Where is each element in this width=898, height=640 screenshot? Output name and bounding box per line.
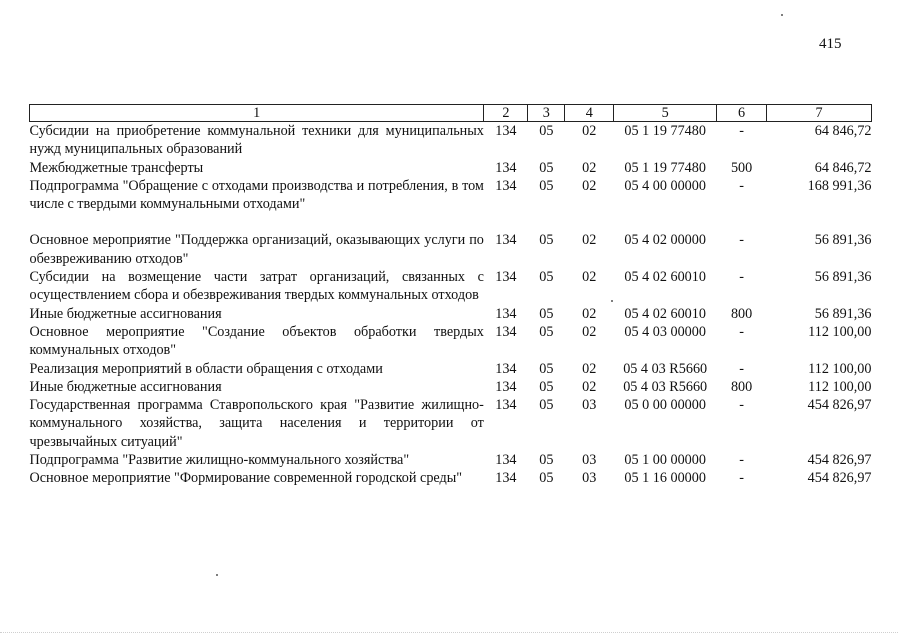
scan-speck [611,300,613,302]
row-name: Государственная программа Ставропольского края "Развитие жилищно-коммунального хозяйства, защита населения и территории от чрезвычайных ситуаций" [29,397,484,450]
row-expense-type: - [739,123,744,139]
header-col-5: 5 [614,105,717,122]
scan-speck [781,14,783,16]
row-amount: 64 846,72 [814,123,872,139]
row-amount: 56 891,36 [814,305,872,322]
row-ministry: 134 [495,323,517,340]
row-subsection: 02 [582,323,597,340]
table-row [30,378,872,396]
header-row [30,105,872,122]
row-section: 05 [539,159,554,176]
row-section: 05 [539,232,554,249]
row-name: Межбюджетные трансферты [29,159,204,176]
table-row [30,268,872,305]
scan-speck [216,574,218,576]
row-name: Субсидии на приобретение коммунальной техники для муниципальных нужд муниципальных образований [29,123,484,158]
row-ministry: 134 [495,269,517,286]
row-amount: 112 100,00 [808,378,872,395]
row-target-code: 05 4 02 00000 [624,232,706,249]
budget-table [29,104,872,488]
table-row [30,469,872,487]
row-section: 05 [539,360,554,377]
row-name: Основное мероприятие "Поддержка организаций, оказывающих услуги по обезвреживанию отходов" [29,232,484,267]
row-name: Иные бюджетные ассигнования [29,305,222,322]
row-amount: 56 891,36 [814,232,872,249]
row-subsection: 02 [582,269,597,286]
table-row [30,396,872,451]
row-target-code: 05 1 16 00000 [624,470,706,487]
row-ministry: 134 [495,360,517,377]
row-ministry: 134 [495,452,517,469]
row-expense-type: - [739,360,744,377]
row-section: 05 [539,470,554,487]
row-subsection: 02 [582,360,597,377]
table-row [30,360,872,378]
row-ministry: 134 [495,177,517,194]
row-expense-type: - [739,452,744,469]
row-name: Основное мероприятие "Создание объектов обработки твердых коммунальных отходов" [29,323,484,359]
row-ministry: 134 [495,470,517,487]
row-ministry: 134 [495,123,517,139]
scan-edge-line [0,632,898,633]
row-amount: 112 100,00 [808,323,872,340]
row-target-code: 05 4 02 60010 [624,269,706,286]
row-target-code: 05 4 02 60010 [624,305,706,322]
row-expense-type: - [739,177,744,194]
header-col-3: 3 [528,105,565,122]
header-col-2: 2 [484,105,528,122]
row-section: 05 [539,269,554,286]
table-row [30,159,872,177]
header-col-6: 6 [717,105,767,122]
row-name: Подпрограмма "Обращение с отходами производства и потребления, в том числе с твердыми коммунальными отходами" [29,177,484,213]
row-amount: 168 991,36 [807,177,872,194]
row-subsection: 02 [582,177,597,194]
row-target-code: 05 4 00 00000 [624,177,706,194]
row-expense-type: 800 [730,378,753,395]
row-subsection: 03 [582,470,597,487]
row-expense-type: - [739,470,744,487]
row-subsection: 02 [582,123,597,139]
page-number: 415 [819,36,842,52]
row-section: 05 [539,378,554,395]
row-target-code: 05 0 00 00000 [624,397,706,414]
header-col-7: 7 [767,105,872,122]
row-name: Субсидии на возмещение части затрат организаций, связанных с осуществлением сбора и обезвреживания твердых коммунальных отходов [29,269,484,304]
row-subsection: 03 [582,452,597,469]
row-amount: 454 826,97 [807,397,872,414]
row-section: 05 [539,323,554,340]
row-section: 05 [539,177,554,194]
row-subsection: 03 [582,397,597,414]
row-subsection: 02 [582,232,597,249]
table-row [30,122,872,159]
row-ministry: 134 [495,232,517,249]
row-amount: 64 846,72 [814,159,872,176]
row-amount: 112 100,00 [808,360,872,377]
header-col-1: 1 [30,105,484,122]
row-expense-type: 800 [730,305,753,322]
row-amount: 56 891,36 [814,269,872,286]
row-name: Реализация мероприятий в области обращения с отходами [29,360,383,377]
row-name: Иные бюджетные ассигнования [29,378,222,395]
row-section: 05 [539,397,554,414]
row-ministry: 134 [495,378,517,395]
row-expense-type: 500 [730,159,753,176]
row-expense-type: - [739,397,744,414]
row-expense-type: - [739,323,744,340]
row-target-code: 05 1 19 77480 [624,159,706,176]
row-amount: 454 826,97 [807,452,872,469]
row-target-code: 05 1 19 77480 [624,123,706,139]
header-col-4: 4 [565,105,614,122]
table-row [30,451,872,469]
row-name: Основное мероприятие "Формирование современной городской среды" [29,470,463,487]
table-row [30,323,872,360]
table-row [30,231,872,268]
row-expense-type: - [739,232,744,249]
row-ministry: 134 [495,159,517,176]
row-subsection: 02 [582,378,597,395]
row-subsection: 02 [582,305,597,322]
row-section: 05 [539,123,554,139]
row-target-code: 05 4 03 R5660 [623,378,708,395]
table-row [30,177,872,232]
row-target-code: 05 4 03 00000 [624,323,706,340]
row-amount: 454 826,97 [807,470,872,487]
row-ministry: 134 [495,305,517,322]
row-section: 05 [539,305,554,322]
row-target-code: 05 1 00 00000 [624,452,706,469]
row-subsection: 02 [582,159,597,176]
row-expense-type: - [739,269,744,286]
row-section: 05 [539,452,554,469]
table-row [30,305,872,323]
row-ministry: 134 [495,397,517,414]
row-target-code: 05 4 03 R5660 [623,360,708,377]
row-name: Подпрограмма "Развитие жилищно-коммунального хозяйства" [29,452,410,469]
